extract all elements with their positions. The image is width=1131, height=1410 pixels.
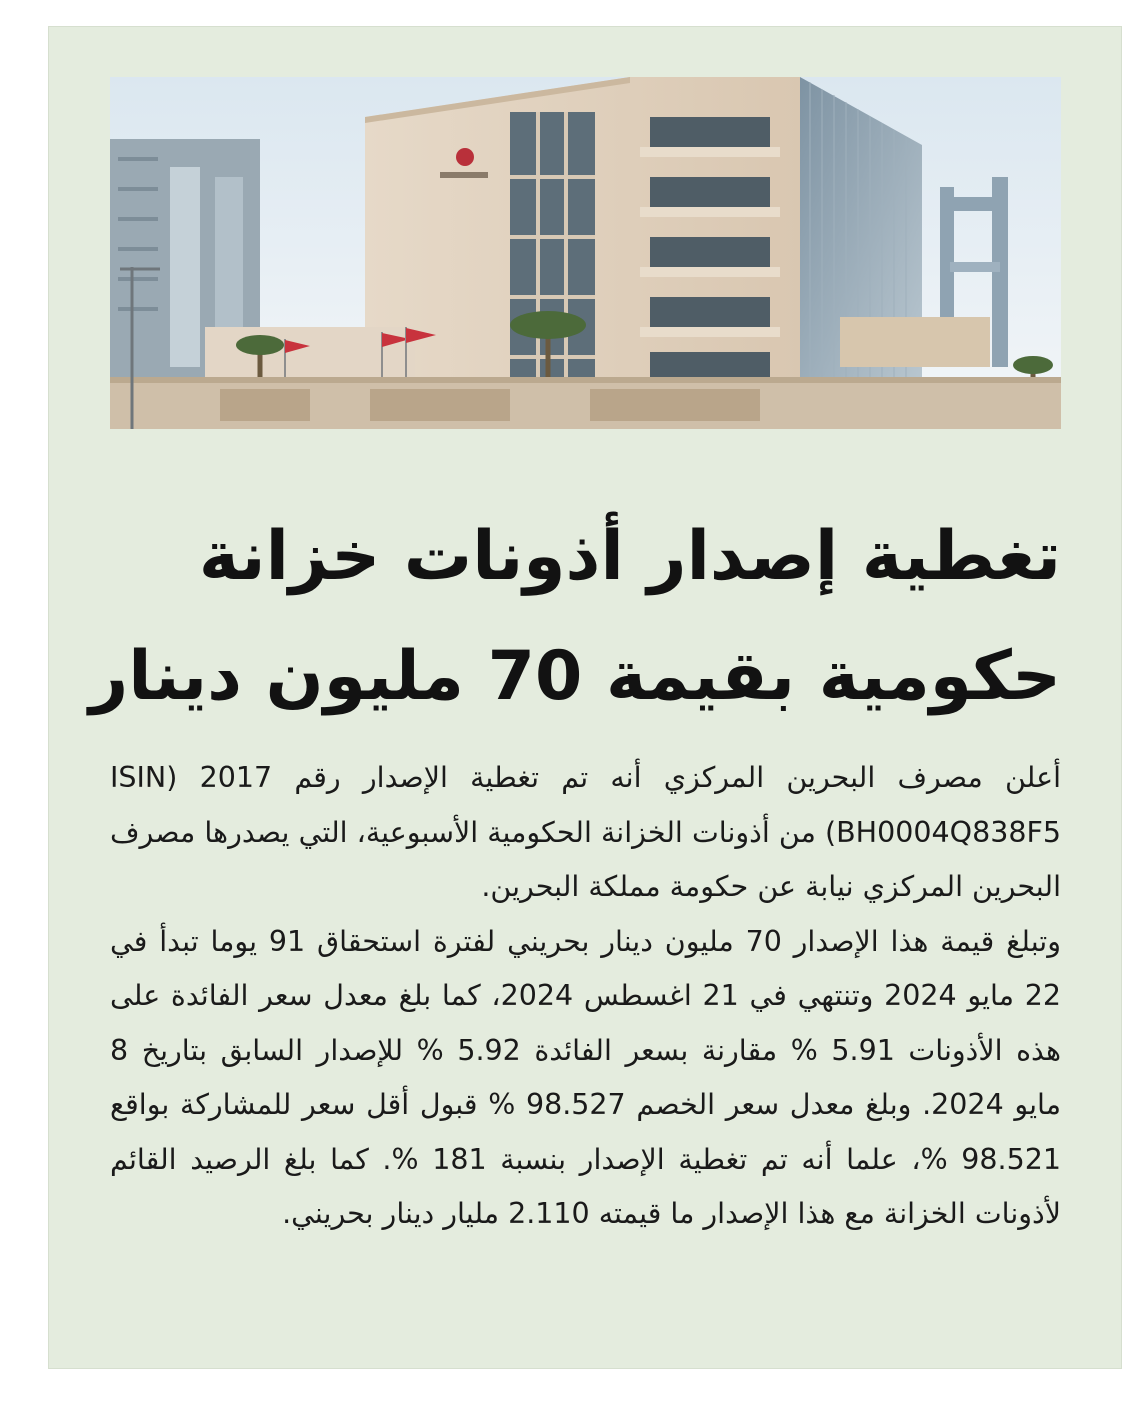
headline-line-1: تغطية إصدار أذونات خزانة [198, 517, 1061, 596]
news-clipping [48, 26, 1122, 1369]
central-bank-building-photo [110, 77, 1061, 429]
headline-line-2: حكومية بقيمة 70 مليون دينار [89, 637, 1061, 716]
article-body [110, 751, 1061, 1242]
article-paragraph-2: وتبلغ قيمة هذا الإصدار 70 مليون دينار بحريني لفترة استحقاق 91 يوما تبدأ في 22 مايو 2024 وتنتهي في 21 اغسطس 2024، كما بلغ معدل سعر الفائدة على هذه الأذونات 5.91 % مقارنة بسعر الفائدة 5.92 % للإصدار السابق بتاريخ 8 مايو 2024. وبلغ معدل سعر الخصم 98.527 % قبول أقل سعر للمشاركة بواقع 98.521 %، علما أنه تم تغطية الإصدار بنسبة 181 %. كما بلغ الرصيد القائم لأذونات الخزانة مع هذا الإصدار ما قيمته 2.110 مليار دينار بحريني. [110, 924, 1061, 1230]
article-paragraph-1: أعلن مصرف البحرين المركزي أنه تم تغطية الإصدار رقم 2017 (ISIN BH0004Q838F5) من أذونات الخزانة الحكومية الأسبوعية، التي يصدرها مصرف البحرين المركزي نيابة عن حكومة مملكة البحرين. [110, 761, 1062, 903]
article-headline [89, 497, 1061, 737]
